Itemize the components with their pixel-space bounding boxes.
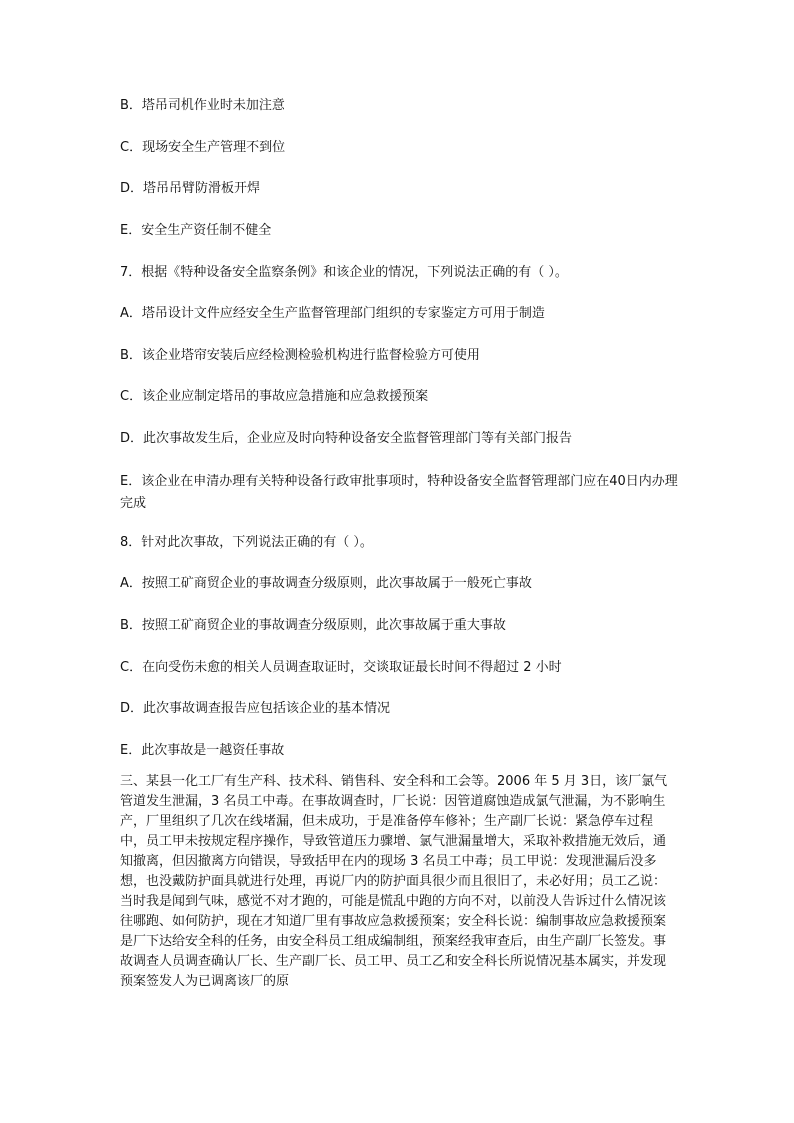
- q7-option-c: C．该企业应制定塔吊的事故应急措施和应急救援预案: [120, 389, 429, 404]
- q8-option-b: B．按照工矿商贸企业的事故调查分级原则，此次事故属于重大事故: [120, 618, 506, 633]
- q8-option-e: E．此次事故是一越资任事故: [120, 743, 285, 758]
- question-7: 7．根据《特种设备安全监察条例》和该企业的情况，下列说法正确的有（ ）。: [120, 265, 568, 280]
- q7-option-e: E．该企业在申清办理有关特种设备行政审批事项时，特种设备安全监督管理部门应在40日内办理完成: [120, 474, 678, 511]
- option-d-7prev: D．塔吊吊臂防滑板开焊: [120, 181, 261, 196]
- q8-option-d: D．此次事故调查报告应包括该企业的基本情况: [120, 701, 391, 716]
- q8-option-c: C．在向受伤未愈的相关人员调查取证时，交谈取证最长时间不得超过 2 小时: [120, 660, 562, 675]
- case-three-paragraph: 三、某县一化工厂有生产科、技术科、销售科、安全科和工会等。2006 年 5 月 3日，该厂氯气管道发生泄漏，3 名员工中毒。在事故调查时，厂长说：因管道腐蚀造成氯气泄漏，为不影响生产，厂里组织了几次在线堵漏，但未成功，于是准备停车修补；生产副厂长说：紧急停车过程中，员工甲未按规定程序操作，导致管道压力骤增、氯气泄漏量增大，采取补救措施无效后，通知撤离，但因撤离方向错误，导致括甲在内的现场 3 名员工中毒；员工甲说：发现泄漏后没多想，也没戴防护面具就进行处理，再说厂内的防护面具很少而且很旧了，未必好用；员工乙说：当时我是闻到气味，感觉不对才跑的，可能是慌乱中跑的方向不对，以前没人告诉过什么情况该往哪跑、如何防护，现在才知道厂里有事故应急救援预案；安全科长说：编制事故应急救援预案是厂下达给安全科的任务，由安全科员工组成编制组，预案经我审查后，由生产副厂长签发。事故调查人员调查确认厂长、生产副厂长、员工甲、员工乙和安全科长所说情况基本属实，并发现预案签发人为已调离该厂的原: [120, 774, 668, 989]
- q7-option-d: D．此次事故发生后，企业应及时向特种设备安全监督管理部门等有关部门报告: [120, 431, 573, 446]
- option-c-7prev: C．现场安全生产管理不到位: [120, 140, 286, 155]
- q8-option-a: A．按照工矿商贸企业的事故调查分级原则，此次事故属于一般死亡事故: [120, 576, 532, 591]
- option-e-7prev: E．安全生产资任制不健全: [120, 223, 272, 238]
- q7-option-b: B．该企业塔帘安装后应经检测检验机构进行监督检验方可使用: [120, 348, 480, 363]
- option-b-7prev: B．塔吊司机作业时未加注意: [120, 98, 285, 113]
- q7-option-a: A．塔吊设计文件应经安全生产监督管理部门组织的专家鉴定方可用于制造: [120, 306, 545, 321]
- question-8: 8．针对此次事故，下列说法正确的有（ ）。: [120, 535, 373, 550]
